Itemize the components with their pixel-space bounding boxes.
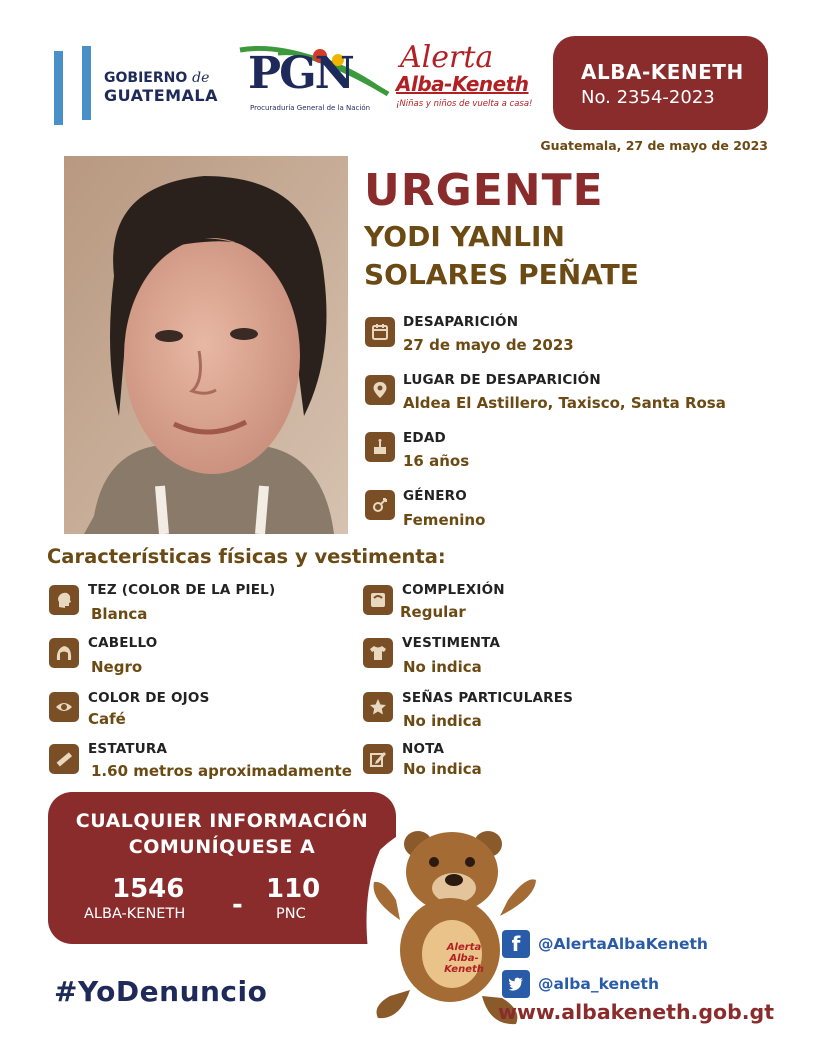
birthday-cake-icon — [365, 432, 395, 462]
shirt-icon — [363, 638, 393, 668]
contact-line2: COMUNÍQUESE A — [128, 836, 316, 858]
gender-label: GÉNERO — [403, 488, 467, 504]
ruler-icon — [49, 744, 79, 774]
clothing-label: VESTIMENTA — [402, 635, 501, 651]
disappearance-date-label: DESAPARICIÓN — [403, 314, 519, 330]
hair-value: Negro — [91, 658, 143, 676]
facebook-handle[interactable]: @AlertaAlbaKeneth — [538, 935, 708, 953]
issue-date: Guatemala, 27 de mayo de 2023 — [540, 138, 768, 153]
hotline-alba-keneth-number: 1546 — [112, 874, 185, 904]
gobierno-bar-left — [54, 51, 63, 125]
website-link[interactable]: www.albakeneth.gob.gt — [498, 1000, 775, 1024]
note-label: NOTA — [402, 741, 445, 757]
hair-label: CABELLO — [88, 635, 158, 651]
twitter-handle[interactable]: @alba_keneth — [538, 975, 659, 993]
skin-tone-value: Blanca — [91, 605, 148, 623]
disappearance-place-value: Aldea El Astillero, Taxisco, Santa Rosa — [403, 394, 726, 412]
alerta-logo-script: Alerta — [400, 40, 494, 75]
gobierno-text-line2: GUATEMALA — [104, 86, 218, 105]
urgent-heading: URGENTE — [364, 165, 604, 216]
facebook-icon[interactable]: f — [502, 930, 530, 958]
scale-icon — [363, 585, 393, 615]
missing-person-photo — [64, 156, 348, 534]
contact-line1: CUALQUIER INFORMACIÓN — [75, 810, 369, 832]
distinguishing-marks-label: SEÑAS PARTICULARES — [402, 690, 574, 706]
age-label: EDAD — [403, 430, 446, 446]
gender-icon — [365, 490, 395, 520]
hotline-alba-keneth-label: ALBA-KENETH — [84, 906, 186, 922]
note-edit-icon — [363, 744, 393, 774]
height-value: 1.60 metros aproximadamente — [91, 762, 352, 780]
mascot-badge-text: Alerta Alba-Keneth — [444, 942, 484, 975]
star-icon — [363, 692, 393, 722]
hotline-separator: - — [232, 890, 243, 920]
eye-color-value: Café — [88, 710, 126, 728]
pgn-logo-text: PGN — [248, 48, 353, 99]
person-name-line2: SOLARES PEÑATE — [364, 258, 639, 291]
hashtag: #YoDenuncio — [54, 975, 268, 1008]
disappearance-date-value: 27 de mayo de 2023 — [403, 336, 574, 354]
gobierno-bar-right — [82, 46, 91, 120]
height-label: ESTATURA — [88, 741, 168, 757]
eye-color-label: COLOR DE OJOS — [88, 690, 210, 706]
pgn-subtitle: Procuraduría General de la Nación — [250, 104, 371, 112]
gobierno-word: GOBIERNO — [104, 70, 188, 86]
gender-value: Femenino — [403, 511, 486, 529]
alerta-logo-slogan: ¡Niñas y niños de vuelta a casa! — [396, 99, 533, 109]
gobierno-de: de — [192, 70, 210, 86]
skin-tone-label: TEZ (COLOR DE LA PIEL) — [88, 582, 276, 598]
age-value: 16 años — [403, 452, 470, 470]
distinguishing-marks-value: No indica — [403, 712, 482, 730]
characteristics-heading: Características físicas y vestimenta: — [47, 545, 446, 568]
case-title: ALBA-KENETH — [581, 60, 744, 84]
location-pin-icon — [365, 375, 395, 405]
build-value: Regular — [400, 603, 466, 621]
alerta-logo-name: Alba-Keneth — [396, 72, 529, 96]
case-number-badge — [553, 36, 768, 130]
contact-info-box — [48, 792, 396, 944]
head-profile-icon — [49, 585, 79, 615]
eye-icon — [49, 692, 79, 722]
disappearance-place-label: LUGAR DE DESAPARICIÓN — [403, 372, 601, 388]
person-name-line1: YODI YANLIN — [364, 220, 565, 253]
hair-icon — [49, 638, 79, 668]
hotline-pnc-number: 110 — [266, 874, 321, 904]
twitter-icon[interactable] — [502, 970, 530, 998]
clothing-value: No indica — [403, 658, 482, 676]
note-value: No indica — [403, 760, 482, 778]
case-number: No. 2354-2023 — [581, 87, 715, 108]
build-label: COMPLEXIÓN — [402, 582, 505, 598]
hotline-pnc-label: PNC — [276, 906, 306, 922]
calendar-icon — [365, 317, 395, 347]
gobierno-text-line1 — [104, 70, 209, 86]
mascot-bear-illustration — [370, 820, 540, 1030]
